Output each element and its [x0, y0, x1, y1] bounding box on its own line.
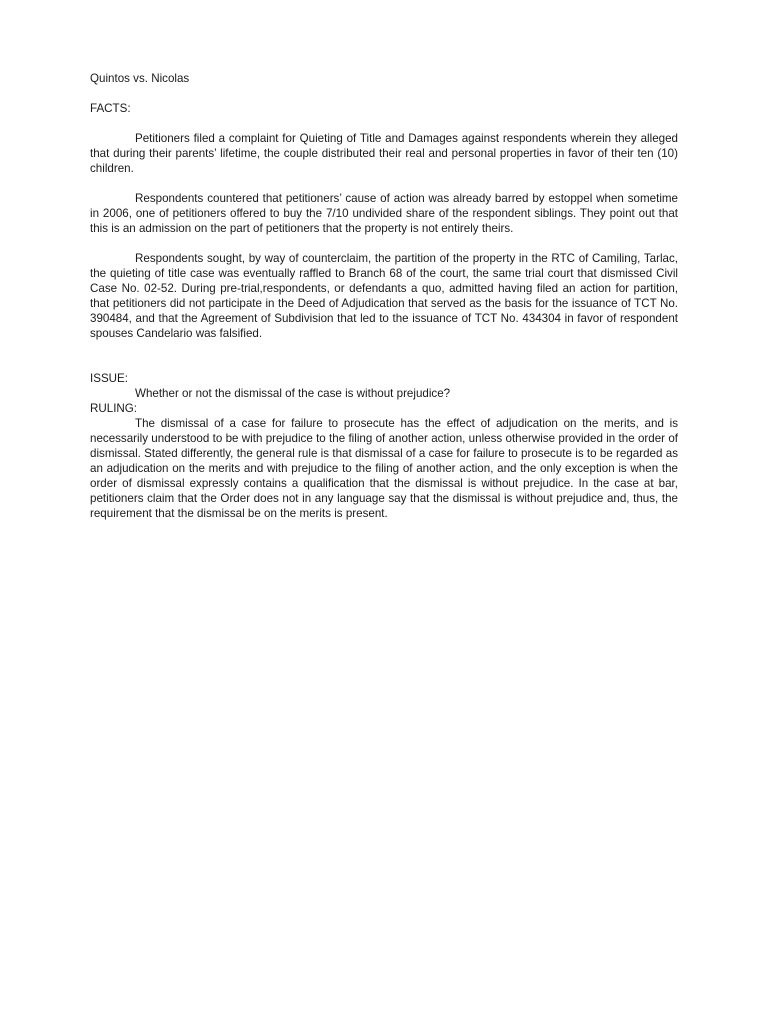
facts-paragraph-1: Petitioners filed a complaint for Quieting of Title and Damages against respondents wherein they alleged that during their parents’ lifetime, the couple distributed their real and personal properties in favor of their ten (10) children. [90, 132, 678, 175]
facts-heading: FACTS: [90, 102, 131, 115]
facts-paragraph-3: Respondents sought, by way of counterclaim, the partition of the property in the RTC of Camiling, Tarlac, the quieting of title case was eventually raffled to Branch 68 of the court, the same trial court that dismissed Civil Case No. 02-52. During pre-trial,respondents, or defendants a quo, admitted having filed an action for partition, that petitioners did not participate in the Deed of Adjudication that served as the basis for the issuance of TCT No. 390484, and that the Agreement of Subdivision that led to the issuance of TCT No. 434304 in favor of respondent spouses Candelario was falsified. [90, 252, 678, 340]
ruling-heading: RULING: [90, 402, 138, 415]
issue-question: Whether or not the dismissal of the case is without prejudice? [135, 387, 451, 400]
facts-paragraph-2: Respondents countered that petitioners’ cause of action was already barred by estoppel when sometime in 2006, one of petitioners offered to buy the 7/10 undivided share of the respondent siblings. They point out that this is an admission on the part of petitioners that the property is not entirely theirs. [90, 192, 678, 235]
document-body [90, 71, 678, 521]
case-title: Quintos vs. Nicolas [90, 72, 190, 85]
spacer [90, 116, 678, 131]
spacer [90, 176, 678, 191]
issue-heading: ISSUE: [90, 372, 129, 385]
spacer [90, 341, 678, 371]
ruling-paragraph: The dismissal of a case for failure to prosecute has the effect of adjudication on the merits, and is necessarily understood to be with prejudice to the filing of another action, unless otherwise provided in the order of dismissal. Stated differently, the general rule is that dismissal of a case for failure to prosecute is to be regarded as an adjudication on the merits and with prejudice to the filing of another action, and the only exception is when the order of dismissal expressly contains a qualification that the dismissal is without prejudice. In the case at bar, petitioners claim that the Order does not in any language say that the dismissal is without prejudice and, thus, the requirement that the dismissal be on the merits is present. [90, 417, 678, 520]
spacer [90, 236, 678, 251]
spacer [90, 86, 678, 101]
